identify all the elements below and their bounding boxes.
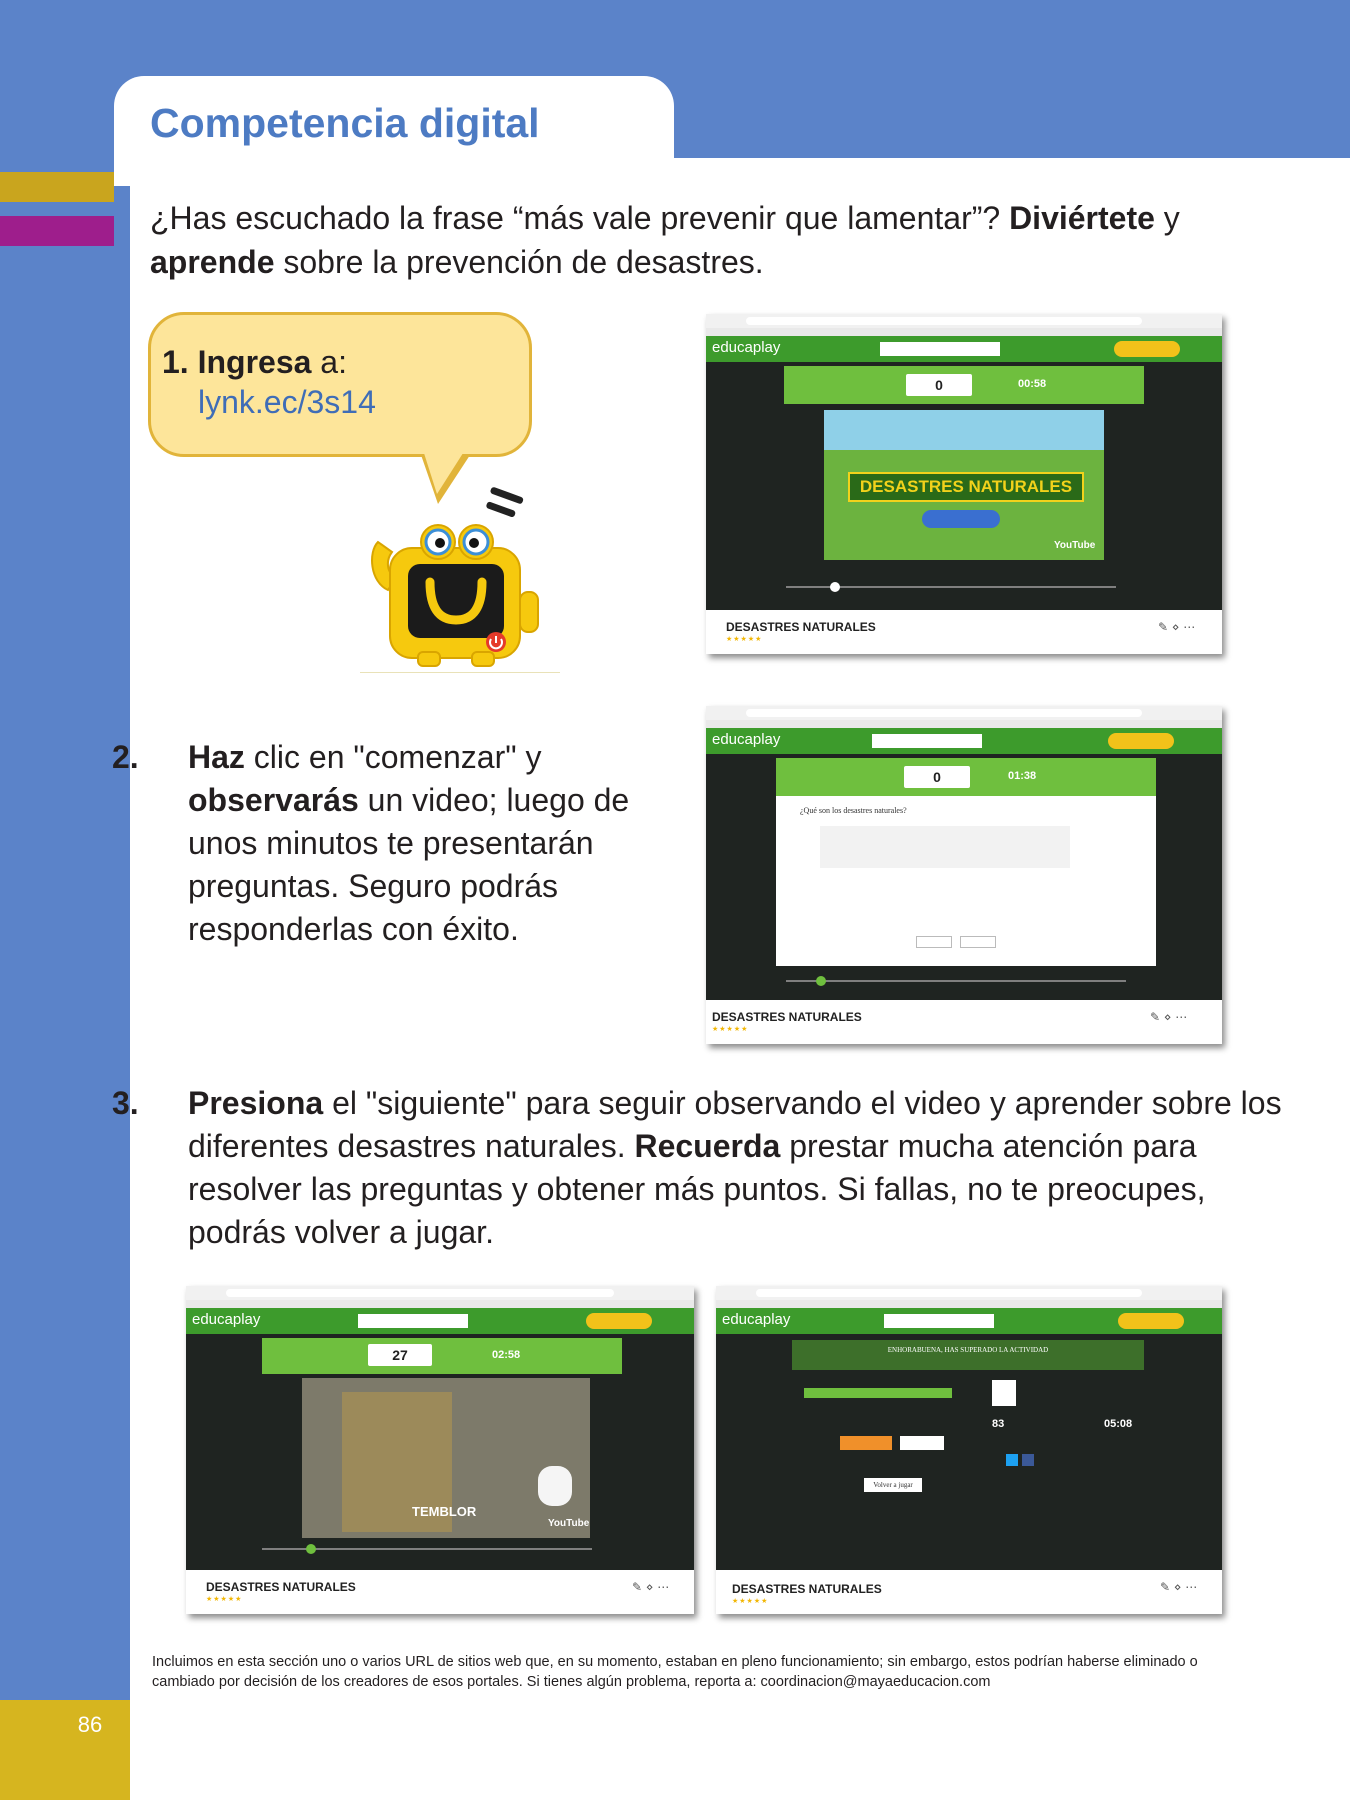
step-1-link[interactable]: lynk.ec/3s14 bbox=[198, 384, 376, 420]
player-top-bar bbox=[262, 1338, 622, 1374]
step-2 bbox=[112, 736, 658, 951]
activity-title: DESASTRES NATURALES bbox=[206, 1580, 356, 1594]
timer: 00:58 bbox=[1018, 378, 1047, 390]
step-2-text-1: clic en "comenzar" y bbox=[244, 739, 542, 775]
address-bar bbox=[746, 317, 1142, 325]
quiz-question: ¿Qué son los desastres naturales? bbox=[800, 806, 907, 815]
quiz-options bbox=[820, 826, 1070, 868]
video-frame bbox=[824, 410, 1104, 560]
video-frame bbox=[302, 1378, 590, 1538]
quiz-button-next bbox=[960, 936, 996, 948]
youtube-logo: YouTube bbox=[1054, 540, 1096, 551]
activity-footer bbox=[716, 1570, 1222, 1614]
activity-title: DESASTRES NATURALES bbox=[732, 1582, 882, 1596]
step-3-bold-1: Presiona bbox=[188, 1085, 324, 1121]
share-icons: ✎ ⋄ ⋯ bbox=[632, 1580, 670, 1594]
play-again-small-button bbox=[900, 1436, 944, 1450]
activity-footer bbox=[706, 610, 1222, 654]
screenshot-quiz-question bbox=[706, 706, 1222, 1044]
step-3-text-1: el "siguiente" para seguir observando el video y aprender sobre los diferentes desastres naturales. bbox=[188, 1085, 1282, 1164]
progress-bar bbox=[804, 1388, 952, 1398]
search-input bbox=[358, 1314, 468, 1328]
educaplay-logo: educaplay bbox=[722, 1311, 791, 1328]
quiz-button-back bbox=[916, 936, 952, 948]
video-title-banner: DESASTRES NATURALES bbox=[848, 472, 1084, 502]
browser-bar bbox=[186, 1286, 694, 1301]
player-area bbox=[186, 1334, 694, 1570]
rating-stars: ★★★★★ bbox=[712, 1025, 749, 1033]
screenshot-video-intro bbox=[706, 314, 1222, 654]
quiz-panel bbox=[776, 796, 1156, 966]
activity-title: DESASTRES NATURALES bbox=[726, 620, 876, 634]
create-activity-button bbox=[1108, 733, 1174, 749]
timeline bbox=[786, 980, 1126, 982]
robot-mascot-icon bbox=[360, 482, 560, 672]
address-bar bbox=[756, 1289, 1142, 1297]
browser-bar bbox=[716, 1286, 1222, 1301]
avatar bbox=[992, 1380, 1016, 1406]
intro-bold-1: Diviértete bbox=[1009, 200, 1155, 236]
screenshot-video-temblor bbox=[186, 1286, 694, 1614]
timer: 02:58 bbox=[492, 1349, 521, 1361]
site-menu bbox=[706, 328, 1222, 336]
address-bar bbox=[746, 709, 1142, 717]
facebook-icon bbox=[1022, 1454, 1034, 1466]
activity-footer bbox=[186, 1570, 694, 1614]
step-3 bbox=[112, 1082, 1298, 1254]
final-time: 05:08 bbox=[1104, 1418, 1133, 1430]
step-1-bold: Ingresa bbox=[197, 344, 312, 380]
step-3-text-2: prestar mucha atención para resolver las preguntas y obtener más puntos. Si fallas, no te preocupes, podrás volver a jugar. bbox=[188, 1128, 1206, 1250]
mascot-shadow-line bbox=[360, 672, 560, 673]
rating-stars: ★★★★★ bbox=[732, 1597, 769, 1605]
intro-paragraph bbox=[150, 196, 1270, 284]
gold-stripe bbox=[0, 172, 114, 202]
share-icons: ✎ ⋄ ⋯ bbox=[1150, 1010, 1188, 1024]
step-2-number: 2. bbox=[112, 739, 139, 775]
youtube-logo: YouTube bbox=[548, 1518, 590, 1529]
step-2-bold-2: observarás bbox=[188, 782, 359, 818]
cat-mascot-icon bbox=[538, 1466, 572, 1506]
step-1-text: a: bbox=[311, 344, 347, 380]
score-box: 0 bbox=[906, 374, 972, 396]
page-number: 86 bbox=[77, 1712, 103, 1737]
timeline-marker bbox=[816, 976, 826, 986]
rating-stars: ★★★★★ bbox=[726, 635, 763, 643]
educaplay-header bbox=[186, 1308, 694, 1334]
search-input bbox=[880, 342, 1000, 356]
video-caption: TEMBLOR bbox=[412, 1504, 477, 1519]
timeline-marker bbox=[306, 1544, 316, 1554]
educaplay-logo: educaplay bbox=[192, 1311, 261, 1328]
correction-button bbox=[840, 1436, 892, 1450]
score-box: 27 bbox=[368, 1344, 432, 1366]
intro-text-3: sobre la prevención de desastres. bbox=[274, 244, 764, 280]
intro-text-1: ¿Has escuchado la frase “más vale prevenir que lamentar”? bbox=[150, 200, 1010, 236]
educaplay-logo: educaplay bbox=[712, 731, 781, 748]
final-score: 83 bbox=[992, 1418, 1005, 1430]
score-box: 0 bbox=[904, 766, 970, 788]
player-area bbox=[706, 362, 1222, 610]
educaplay-header bbox=[706, 728, 1222, 754]
step-2-text-2: un video; luego de unos minutos te presentarán preguntas. Seguro podrás responderlas con éxito. bbox=[188, 782, 630, 947]
create-activity-button bbox=[586, 1313, 652, 1329]
share-icons: ✎ ⋄ ⋯ bbox=[1158, 620, 1196, 634]
educaplay-header bbox=[716, 1308, 1222, 1334]
site-menu bbox=[716, 1300, 1222, 1308]
intro-text-2: y bbox=[1154, 200, 1180, 236]
step-2-bold-1: Haz bbox=[188, 739, 245, 775]
section-title: Competencia digital bbox=[150, 100, 540, 146]
site-menu bbox=[706, 720, 1222, 728]
create-activity-button bbox=[1114, 341, 1180, 357]
browser-bar bbox=[706, 314, 1222, 329]
twitter-icon bbox=[1006, 1454, 1018, 1466]
screenshot-results bbox=[716, 1286, 1222, 1614]
browser-bar bbox=[706, 706, 1222, 721]
timeline-marker bbox=[830, 582, 840, 592]
rating-stars: ★★★★★ bbox=[206, 1595, 243, 1603]
step-3-bold-2: Recuerda bbox=[634, 1128, 781, 1164]
activity-title: DESASTRES NATURALES bbox=[712, 1010, 862, 1024]
share-icons: ✎ ⋄ ⋯ bbox=[1160, 1580, 1198, 1594]
educaplay-header bbox=[706, 336, 1222, 362]
step-3-number: 3. bbox=[112, 1085, 139, 1121]
step-1 bbox=[162, 340, 347, 384]
step-1-number: 1. bbox=[162, 344, 189, 380]
create-activity-button bbox=[1118, 1313, 1184, 1329]
play-again-button: Volver a jugar bbox=[864, 1478, 922, 1492]
results-area bbox=[716, 1334, 1222, 1570]
search-input bbox=[884, 1314, 994, 1328]
magenta-stripe bbox=[0, 216, 114, 246]
educaplay-logo: educaplay bbox=[712, 339, 781, 356]
video-sky bbox=[824, 410, 1104, 450]
search-input bbox=[872, 734, 982, 748]
footnote: Incluimos en esta sección uno o varios URL de sitios web que, en su momento, estaban en pleno funcionamiento; sin embargo, estos podrían haberse eliminado o cambiado por decisión de los creadores de esos portales. Si tienes algún problema, reporta a: coordinacion@mayaeducacion.com bbox=[152, 1654, 1198, 1690]
timer: 01:38 bbox=[1008, 770, 1037, 782]
results-heading: ENHORABUENA, HAS SUPERADO LA ACTIVIDAD bbox=[887, 1346, 1049, 1354]
activity-footer bbox=[706, 1000, 1222, 1044]
results-header-bar bbox=[792, 1340, 1144, 1370]
left-color-band bbox=[0, 158, 130, 1700]
address-bar bbox=[226, 1289, 614, 1297]
site-menu bbox=[186, 1300, 694, 1308]
video-brand-logo bbox=[922, 510, 1000, 528]
player-area bbox=[706, 754, 1222, 1000]
intro-bold-2: aprende bbox=[150, 244, 275, 280]
